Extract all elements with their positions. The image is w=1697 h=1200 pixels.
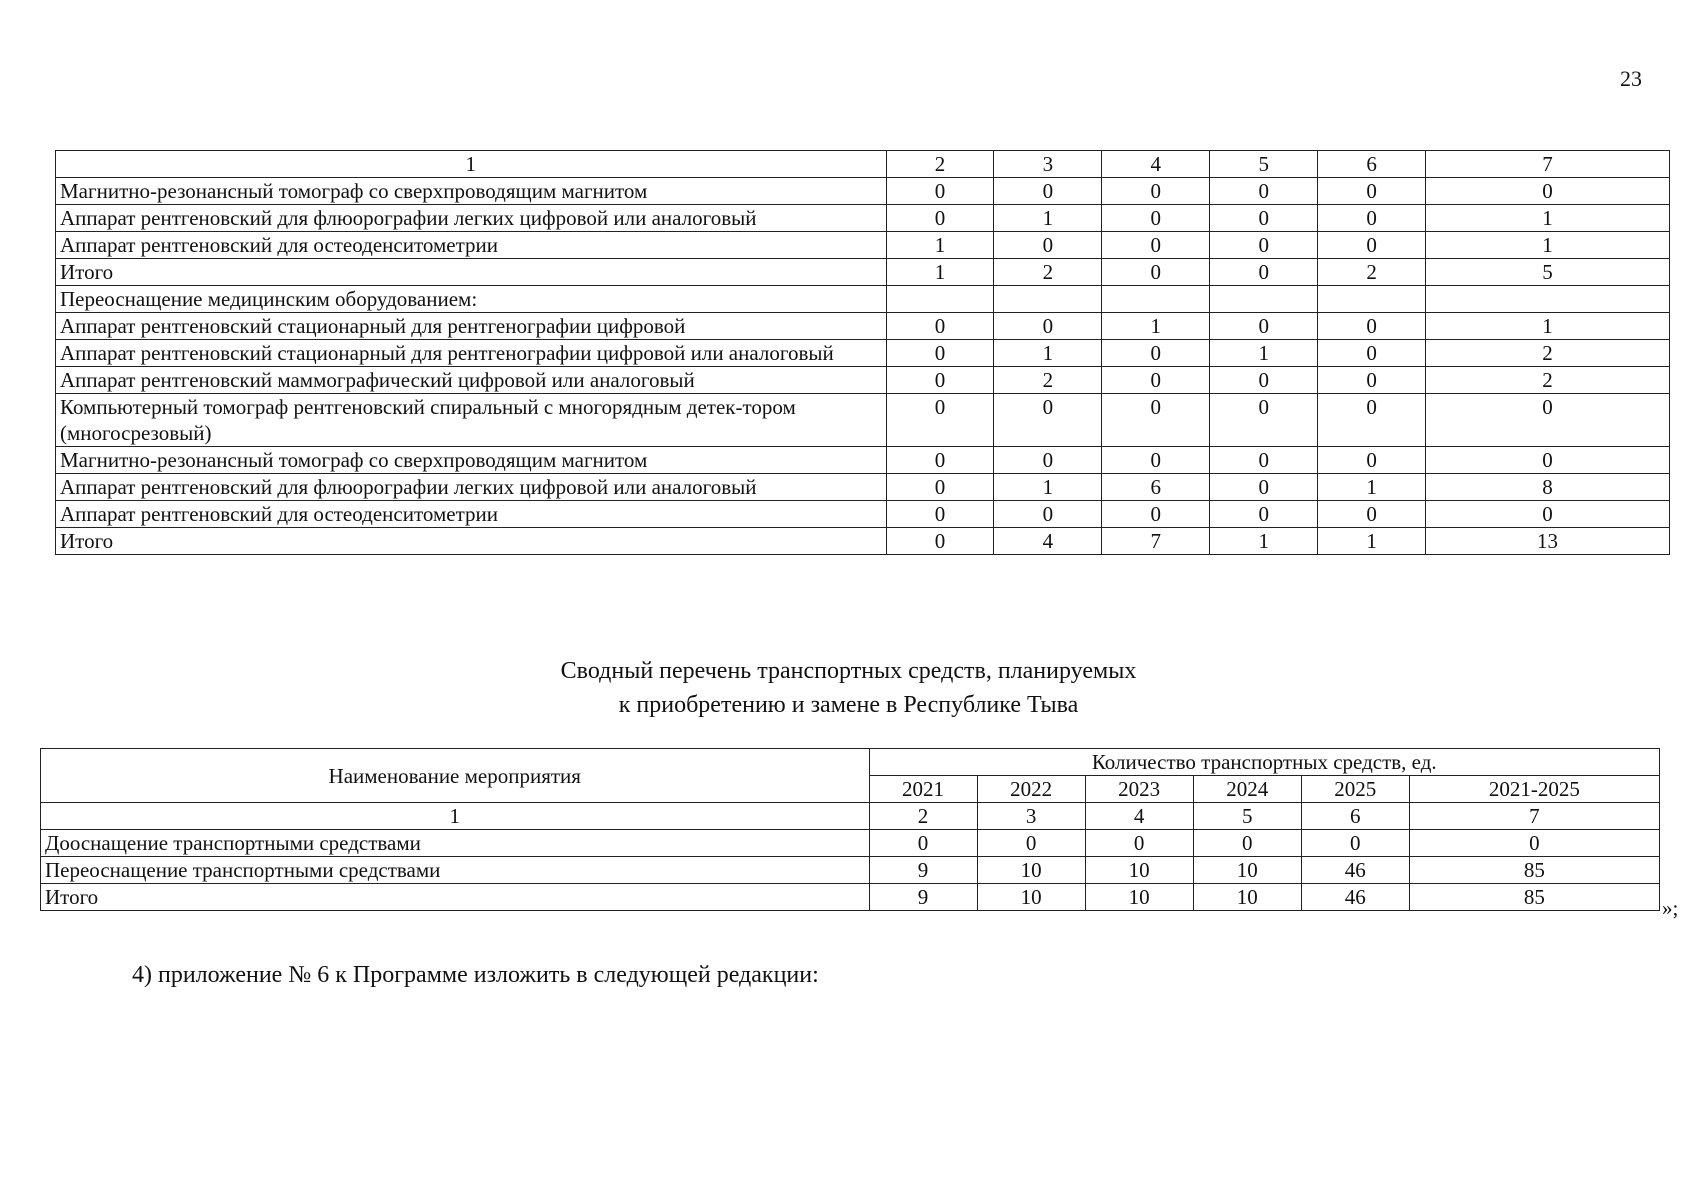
row-value: 0	[1210, 474, 1318, 501]
row-value: 1	[886, 232, 994, 259]
row-value: 2	[994, 367, 1102, 394]
row-value: 0	[1426, 501, 1670, 528]
row-value: 10	[1085, 884, 1193, 911]
column-number: 2	[869, 803, 977, 830]
table-row-total	[41, 884, 1660, 911]
row-value: 0	[1409, 830, 1659, 857]
row-value: 7	[1102, 528, 1210, 555]
row-name: Переоснащение транспортными средствами	[41, 857, 870, 884]
row-value: 0	[1210, 394, 1318, 447]
row-value: 10	[1085, 857, 1193, 884]
row-value	[1102, 286, 1210, 313]
column-number: 7	[1409, 803, 1659, 830]
row-value: 0	[1210, 447, 1318, 474]
column-number: 5	[1193, 803, 1301, 830]
body-paragraph: 4) приложение № 6 к Программе изложить в следующей редакции:	[132, 962, 819, 988]
table-row	[41, 857, 1660, 884]
table-row	[56, 394, 1670, 447]
row-value: 0	[1193, 830, 1301, 857]
row-value: 0	[886, 178, 994, 205]
table-number-row	[41, 803, 1660, 830]
row-value: 85	[1409, 857, 1659, 884]
row-value: 0	[1210, 367, 1318, 394]
row-value: 9	[869, 884, 977, 911]
column-header-year: 2021-2025	[1409, 776, 1659, 803]
row-value: 1	[1318, 528, 1426, 555]
closing-quote-mark: »;	[1662, 896, 1679, 920]
row-name: Дооснащение транспортными средствами	[41, 830, 870, 857]
table-row	[56, 367, 1670, 394]
row-name: Аппарат рентгеновский маммографический цифровой или аналоговый	[56, 367, 887, 394]
row-value: 46	[1301, 857, 1409, 884]
row-value: 0	[886, 474, 994, 501]
row-value: 2	[1318, 259, 1426, 286]
row-value: 0	[1318, 340, 1426, 367]
row-value: 0	[869, 830, 977, 857]
row-value: 0	[1210, 205, 1318, 232]
row-value	[1426, 286, 1670, 313]
section-title: Переоснащение медицинским оборудованием:	[56, 286, 887, 313]
row-value: 0	[1426, 394, 1670, 447]
equipment-table	[55, 150, 1670, 555]
row-value: 0	[1102, 178, 1210, 205]
row-value	[1318, 286, 1426, 313]
row-value: 0	[1102, 394, 1210, 447]
row-value: 2	[1426, 367, 1670, 394]
row-value: 1	[1210, 528, 1318, 555]
column-number: 5	[1210, 151, 1318, 178]
column-number: 1	[56, 151, 887, 178]
row-name: Магнитно-резонансный томограф со сверхпроводящим магнитом	[56, 178, 887, 205]
column-header-name: Наименование мероприятия	[41, 749, 870, 803]
row-value: 0	[1210, 178, 1318, 205]
row-name: Итого	[56, 259, 887, 286]
row-value: 1	[994, 340, 1102, 367]
row-value: 0	[994, 447, 1102, 474]
row-value: 0	[1102, 501, 1210, 528]
column-number: 4	[1085, 803, 1193, 830]
column-number: 6	[1318, 151, 1426, 178]
row-value: 0	[1102, 367, 1210, 394]
row-value	[886, 286, 994, 313]
table-row	[56, 178, 1670, 205]
row-value: 0	[1102, 259, 1210, 286]
row-value: 0	[1426, 447, 1670, 474]
row-value: 10	[1193, 884, 1301, 911]
row-value: 1	[994, 474, 1102, 501]
row-value: 1	[1426, 313, 1670, 340]
row-value: 1	[1210, 340, 1318, 367]
row-name: Компьютерный томограф рентгеновский спиральный с многорядным детек-тором (многосрезовый)	[56, 394, 887, 447]
row-value: 1	[994, 205, 1102, 232]
table-row-total	[56, 528, 1670, 555]
row-name: Итого	[56, 528, 887, 555]
column-number: 7	[1426, 151, 1670, 178]
column-number: 4	[1102, 151, 1210, 178]
row-value: 0	[1318, 367, 1426, 394]
row-value: 0	[1318, 232, 1426, 259]
row-value: 0	[1318, 394, 1426, 447]
row-value: 8	[1426, 474, 1670, 501]
row-value: 0	[886, 340, 994, 367]
row-value: 4	[994, 528, 1102, 555]
row-value: 0	[1102, 232, 1210, 259]
row-value: 0	[1318, 205, 1426, 232]
row-value: 0	[994, 178, 1102, 205]
column-number: 2	[886, 151, 994, 178]
row-value: 0	[886, 501, 994, 528]
row-value: 0	[886, 205, 994, 232]
column-header-year: 2024	[1193, 776, 1301, 803]
row-value: 0	[1318, 447, 1426, 474]
table-row	[56, 205, 1670, 232]
row-value: 0	[1102, 205, 1210, 232]
table-row-total	[56, 259, 1670, 286]
row-name: Аппарат рентгеновский стационарный для рентгенографии цифровой или аналоговый	[56, 340, 887, 367]
table-row	[56, 232, 1670, 259]
table-row	[56, 501, 1670, 528]
row-value: 2	[1426, 340, 1670, 367]
row-value: 85	[1409, 884, 1659, 911]
row-value: 0	[1210, 501, 1318, 528]
section-title-line-1: Сводный перечень транспортных средств, планируемых	[560, 658, 1137, 684]
row-value: 0	[1210, 232, 1318, 259]
row-value: 1	[1318, 474, 1426, 501]
page-number: 23	[1620, 66, 1642, 91]
section-title	[0, 654, 1697, 722]
row-value: 0	[994, 501, 1102, 528]
row-value: 1	[1426, 205, 1670, 232]
row-value: 0	[886, 394, 994, 447]
row-value: 1	[1102, 313, 1210, 340]
row-name: Аппарат рентгеновский для остеоденситометрии	[56, 232, 887, 259]
row-name: Аппарат рентгеновский для остеоденситометрии	[56, 501, 887, 528]
row-name: Аппарат рентгеновский стационарный для рентгенографии цифровой	[56, 313, 887, 340]
column-number: 3	[977, 803, 1085, 830]
row-value: 0	[1318, 178, 1426, 205]
row-value: 10	[977, 857, 1085, 884]
table-section-row	[56, 286, 1670, 313]
row-value: 0	[1318, 501, 1426, 528]
row-name: Магнитно-резонансный томограф со сверхпроводящим магнитом	[56, 447, 887, 474]
row-value: 10	[1193, 857, 1301, 884]
row-value: 0	[1085, 830, 1193, 857]
column-number: 6	[1301, 803, 1409, 830]
row-value: 1	[886, 259, 994, 286]
table-row	[56, 340, 1670, 367]
table-row	[41, 830, 1660, 857]
table-row	[56, 474, 1670, 501]
row-value: 0	[1102, 447, 1210, 474]
row-value: 1	[1426, 232, 1670, 259]
row-value: 0	[977, 830, 1085, 857]
row-name: Аппарат рентгеновский для флюорографии легких цифровой или аналоговый	[56, 474, 887, 501]
row-value: 13	[1426, 528, 1670, 555]
column-header-year: 2021	[869, 776, 977, 803]
section-title-line-2: к приобретению и замене в Республике Тыва	[618, 692, 1079, 718]
row-value: 0	[886, 367, 994, 394]
row-value	[1210, 286, 1318, 313]
column-header-year: 2022	[977, 776, 1085, 803]
column-number: 1	[41, 803, 870, 830]
row-value: 0	[1102, 340, 1210, 367]
row-value: 5	[1426, 259, 1670, 286]
row-value: 0	[994, 313, 1102, 340]
row-value: 0	[886, 528, 994, 555]
row-value: 0	[886, 447, 994, 474]
row-value: 0	[1210, 259, 1318, 286]
table-row	[56, 447, 1670, 474]
column-header-year: 2025	[1301, 776, 1409, 803]
row-value: 10	[977, 884, 1085, 911]
row-value: 0	[994, 232, 1102, 259]
column-number: 3	[994, 151, 1102, 178]
table-row	[56, 313, 1670, 340]
row-value: 2	[994, 259, 1102, 286]
row-value: 9	[869, 857, 977, 884]
row-value: 0	[994, 394, 1102, 447]
column-header-year: 2023	[1085, 776, 1193, 803]
row-value: 0	[1426, 178, 1670, 205]
row-value: 0	[1318, 313, 1426, 340]
column-header-group: Количество транспортных средств, ед.	[869, 749, 1660, 776]
row-value: 0	[886, 313, 994, 340]
table-header-row	[41, 749, 1660, 776]
row-value	[994, 286, 1102, 313]
row-value: 0	[1301, 830, 1409, 857]
table-header-row	[56, 151, 1670, 178]
row-name: Итого	[41, 884, 870, 911]
row-value: 0	[1210, 313, 1318, 340]
row-name: Аппарат рентгеновский для флюорографии легких цифровой или аналоговый	[56, 205, 887, 232]
row-value: 46	[1301, 884, 1409, 911]
vehicles-table	[40, 748, 1660, 911]
row-value: 6	[1102, 474, 1210, 501]
